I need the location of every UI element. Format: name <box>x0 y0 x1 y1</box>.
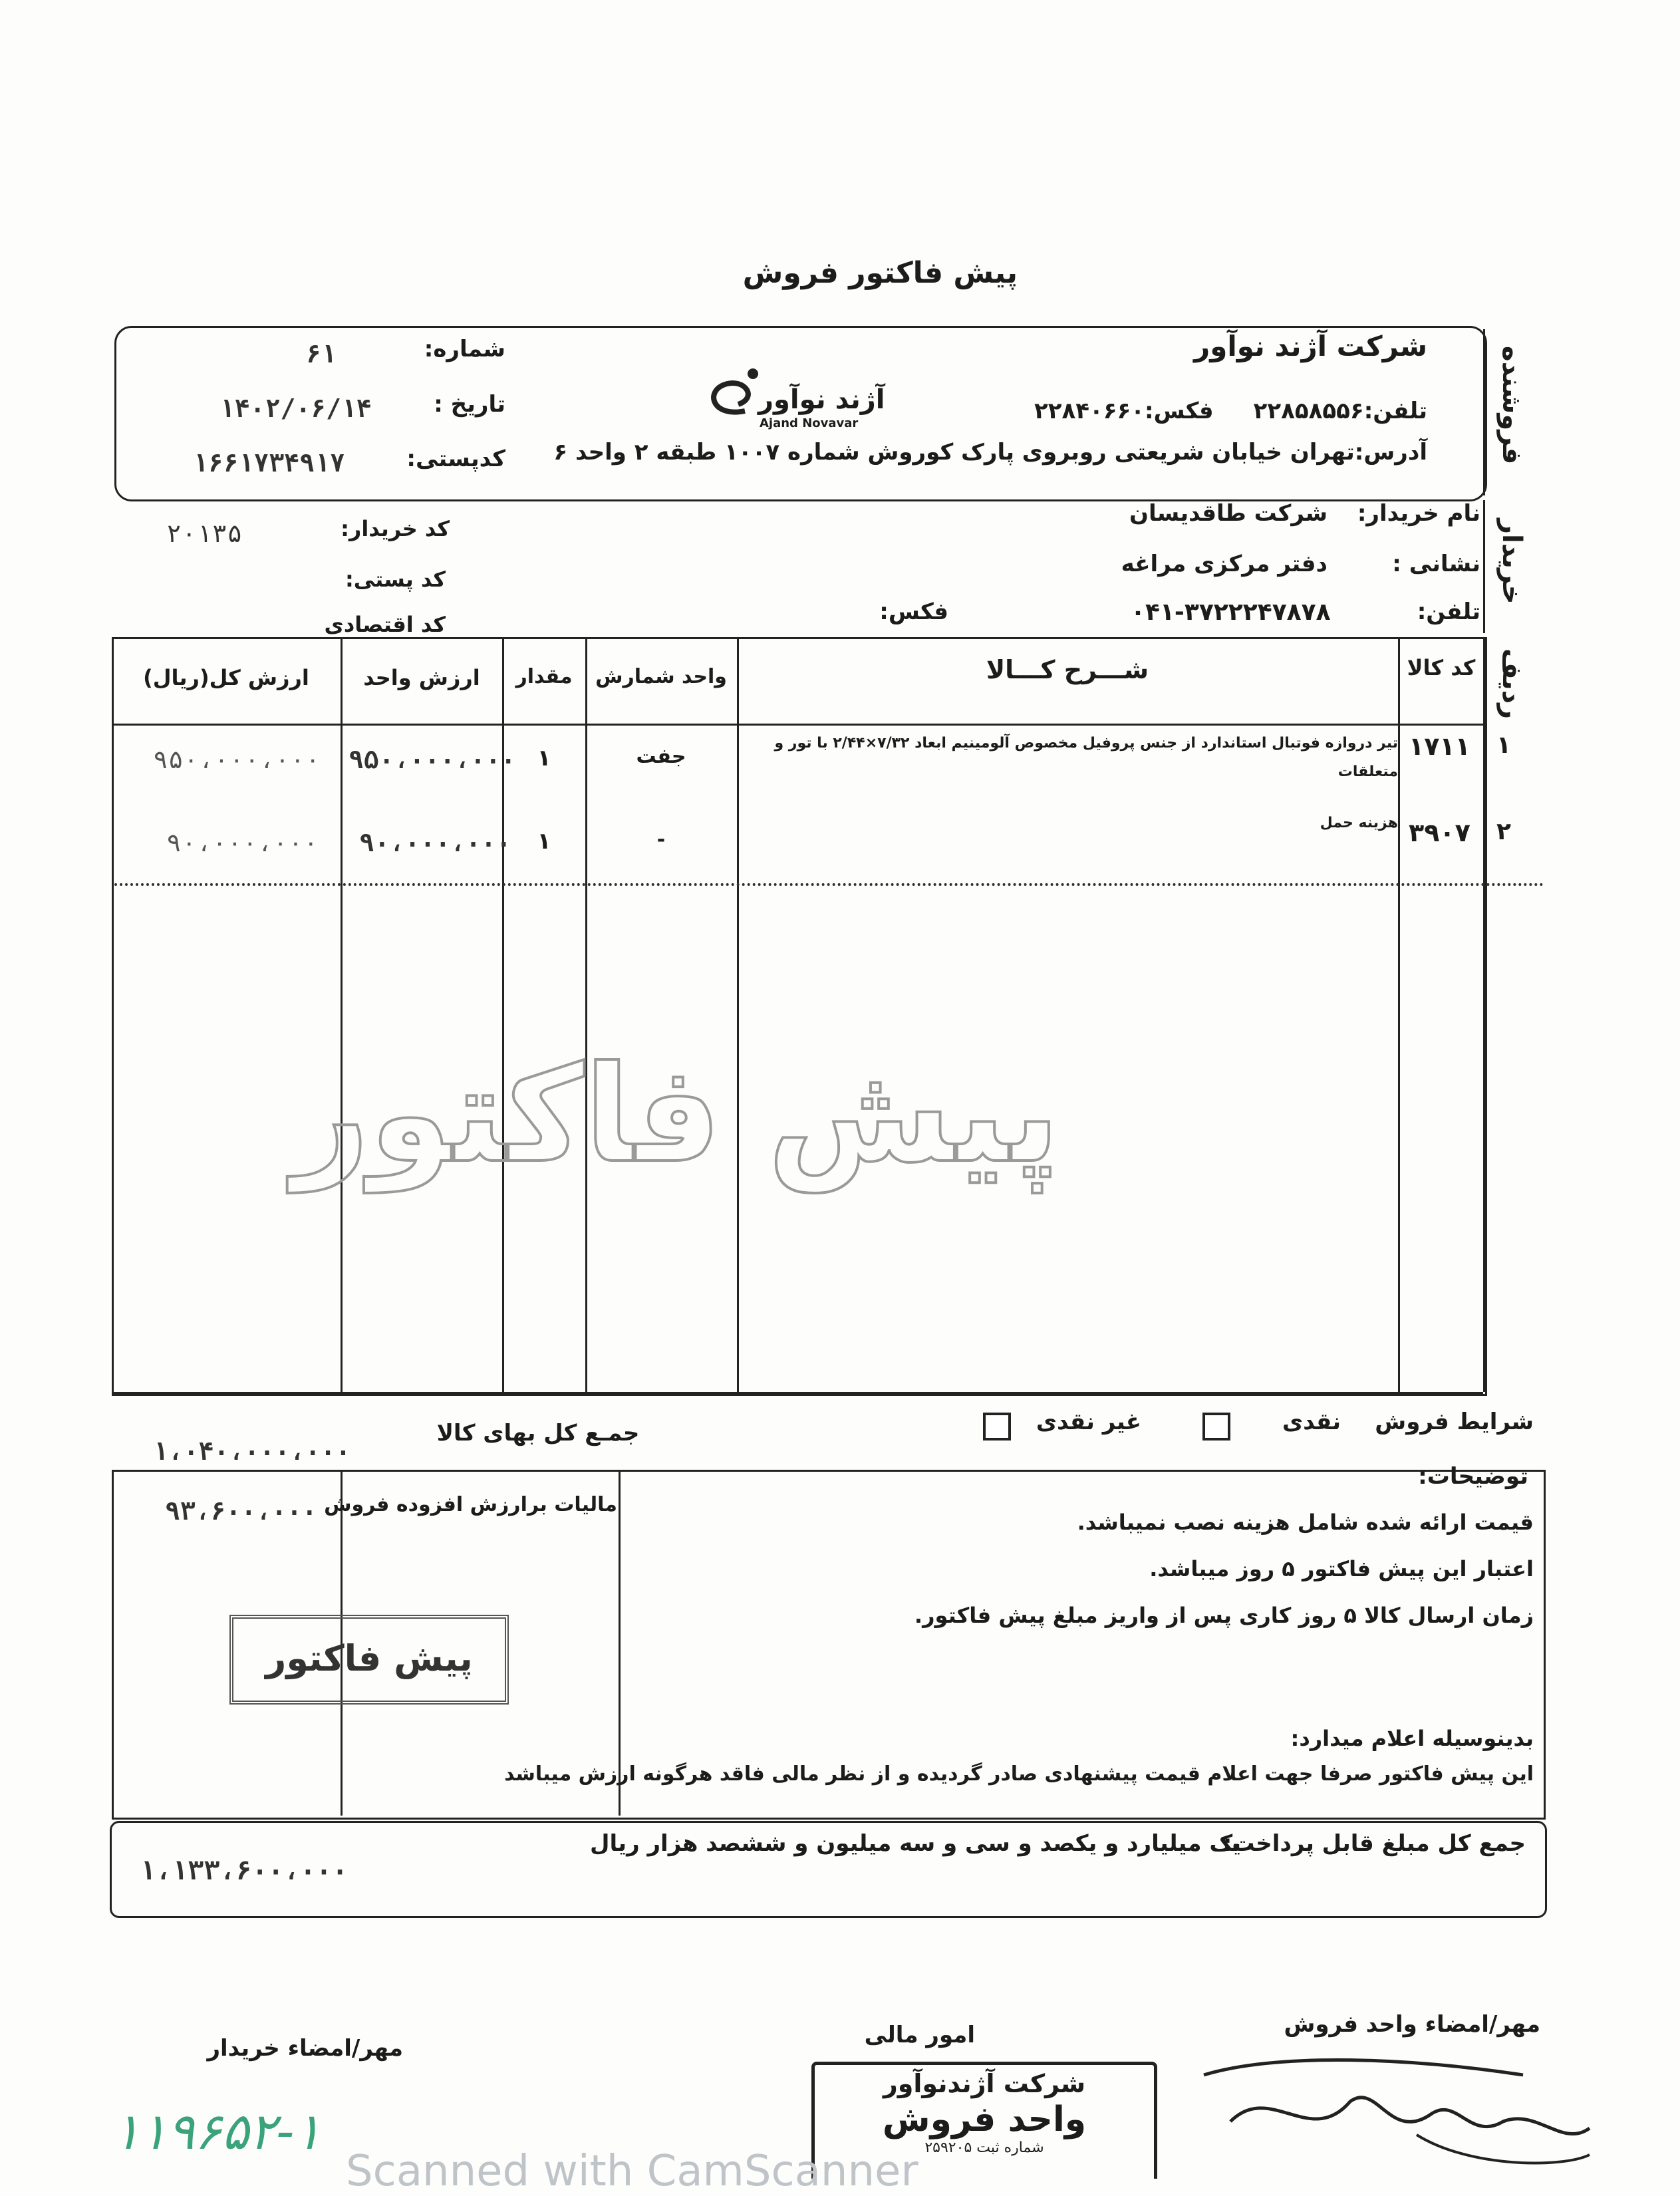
header-code: کد کالا <box>1407 655 1476 680</box>
row-2-desc-line1: هزینه حمل <box>1320 815 1398 831</box>
buyer-fax-label: فکس: <box>879 599 948 625</box>
handwritten-signature <box>1190 2042 1603 2175</box>
row-2-total: ۹۰،۰۰۰،۰۰۰ <box>166 828 319 857</box>
row-side-label: ردیف <box>1496 648 1527 720</box>
invoice-postal-label: کدپستی: <box>406 446 505 472</box>
header-unit-price: ارزش واحد <box>363 665 480 690</box>
seller-phone: ۲۲۸۵۸۵۵۶ <box>1253 398 1364 424</box>
buyer-signature-label: مهر/امضاء خریدار <box>207 2035 403 2062</box>
row-2-unit: - <box>656 828 666 851</box>
invoice-date-label: تاریخ : <box>434 391 505 418</box>
invoice-number-label: شماره: <box>424 336 505 362</box>
buyer-code-label: کد خریدار: <box>341 516 450 541</box>
handwritten-ref: ۱۱۹۶۵۲-۱ <box>113 2102 322 2161</box>
payable-amount: ۱،۱۳۳،۶۰۰،۰۰۰ <box>140 1855 349 1886</box>
note-line-1: قیمت ارائه شده شامل هزینه نصب نمیباشد. <box>1077 1510 1534 1535</box>
row-2-number: ۲ <box>1496 818 1511 845</box>
sales-signature-label: مهر/امضاء واحد فروش <box>1284 2011 1540 2038</box>
finance-label: امور مالی <box>864 2022 975 2048</box>
row-1-code: ۱۷۱۱ <box>1409 732 1470 761</box>
row-1-unit: جفت <box>636 745 686 768</box>
row-1-desc-line2: متعلقات <box>1337 763 1398 780</box>
company-stamp-line2: واحد فروش <box>882 2100 1087 2139</box>
buyer-address: دفتر مرکزی مراغه <box>1121 551 1328 577</box>
row-2-code: ۳۹۰۷ <box>1409 818 1470 847</box>
notes-title: توضیحات: <box>1418 1463 1528 1490</box>
company-logo <box>698 364 924 438</box>
seller-name: شرکت آژند نوآور <box>1194 330 1427 362</box>
buyer-name: شرکت طاقدیسان <box>1129 500 1328 527</box>
header-qty: مقدار <box>515 665 573 688</box>
row-1-number: ۱ <box>1496 732 1511 759</box>
buyer-address-label: نشانی : <box>1392 551 1480 577</box>
buyer-economic-label: کد اقتصادی <box>324 612 446 637</box>
seller-fax: ۲۲۸۴۰۶۶۰ <box>1034 398 1145 424</box>
buyer-code: ۲۰۱۳۵ <box>166 519 243 548</box>
buyer-name-label: نام خریدار: <box>1357 500 1480 527</box>
seller-address: تهران خیابان شریعتی روبروی پارک کوروش شماره ۱۰۰۷ طبقه ۲ واحد ۶ <box>553 439 1355 466</box>
row-2-qty: ۱ <box>537 828 551 855</box>
announce-text: این پیش فاکتور صرفا جهت اعلام قیمت پیشنهادی صادر گردیده و از نظر مالی فاقد هرگونه ارزش میباشد <box>504 1762 1534 1786</box>
vat-amount: ۹۳،۶۰۰،۰۰۰ <box>165 1496 317 1526</box>
row-1-total: ۹۵۰،۰۰۰،۰۰۰ <box>153 745 321 774</box>
buyer-side-label: خریدار <box>1496 519 1527 605</box>
company-stamp-line1: شرکت آژندنوآور <box>883 2069 1086 2098</box>
non-cash-label: غیر نقدی <box>1036 1409 1141 1435</box>
non-cash-checkbox[interactable] <box>983 1413 1011 1441</box>
company-stamp-line3: شماره ثبت ۲۵۹۲۰۵ <box>924 2139 1044 2156</box>
logo-text-fa: آژند نوآور <box>758 384 885 415</box>
row-1-desc-line1: تیر دروازه فوتبال استاندارد از جنس پروفیل مخصوص آلومینیم ابعاد ۷/۳۲×۲/۴۴ با تور و <box>774 735 1398 752</box>
row-2-unit-price: ۹۰،۰۰۰،۰۰۰ <box>359 828 511 857</box>
seller-phone-label: تلفن: <box>1363 398 1427 424</box>
goods-total-label: جمـع کل بهای کالا <box>436 1420 640 1446</box>
sale-terms-label: شرایط فروش <box>1375 1409 1534 1435</box>
announce-title: بدینوسیله اعلام میدارد: <box>1290 1726 1534 1751</box>
buyer-postal-label: کد پستی: <box>345 567 446 592</box>
payable-label: جمع کل مبلغ قابل پرداخت: <box>1222 1830 1526 1857</box>
invoice-date: ۱۴۰۲/۰۶/۱۴ <box>219 394 372 423</box>
invoice-number: ۶۱ <box>306 339 337 368</box>
row-1-unit-price: ۹۵۰،۰۰۰،۰۰۰ <box>349 745 516 774</box>
seller-side-label: فروشنده <box>1496 346 1527 465</box>
logo-text-en: Ajand Novavar <box>760 416 859 430</box>
cash-checkbox[interactable] <box>1202 1413 1230 1441</box>
seller-address-label: آدرس: <box>1354 439 1427 466</box>
seller-address-line <box>553 439 1427 466</box>
note-line-3: زمان ارسال کالا ۵ روز کاری پس از واریز مبلغ پیش فاکتور. <box>914 1603 1534 1628</box>
proforma-stamp-box <box>229 1615 509 1705</box>
proforma-stamp-text: پیش فاکتور <box>265 1637 473 1679</box>
cash-label: نقدی <box>1282 1409 1341 1435</box>
buyer-phone-label: تلفن: <box>1417 599 1480 625</box>
document-title: پیش فاکتور فروش <box>742 256 1018 290</box>
header-total: ارزش کل(ریال) <box>143 665 309 690</box>
seller-phone-line <box>1034 398 1427 424</box>
header-unit: واحد شمارش <box>595 665 727 688</box>
payable-words: یک میلیارد و یکصد و سی و سه میلیون و ششصد هزار ریال <box>590 1830 1241 1857</box>
invoice-postal: ۱۶۶۱۷۳۴۹۱۷ <box>193 448 345 478</box>
header-desc: شـــرح کـــالا <box>986 655 1149 684</box>
scanner-footer: Scanned with CamScanner <box>346 2147 918 2196</box>
goods-total: ۱،۰۴۰،۰۰۰،۰۰۰ <box>153 1437 351 1466</box>
vat-label: مالیات برارزش افزوده فروش <box>324 1493 617 1516</box>
proforma-watermark: پیش فاکتور <box>293 1037 1060 1192</box>
buyer-phone: ۰۴۱-۳۷۲۲۲۴۷۸۷۸ <box>1131 599 1331 626</box>
seller-fax-label: فکس: <box>1144 398 1214 424</box>
row-1-qty: ۱ <box>537 745 551 771</box>
note-line-2: اعتبار این پیش فاکتور ۵ روز میباشد. <box>1149 1556 1534 1581</box>
